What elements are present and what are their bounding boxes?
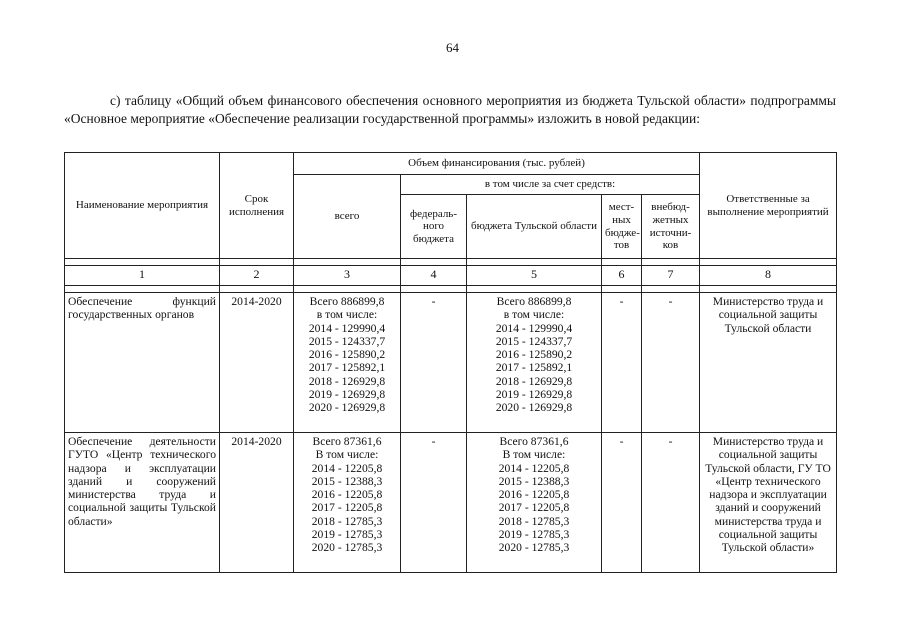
activity-term: 2014-2020 (220, 433, 294, 573)
amount-line: 2017 - 12205,8 (311, 501, 383, 515)
amount-line: 2014 - 129990,4 (495, 321, 573, 335)
column-number: 7 (642, 266, 700, 286)
amount-line: 2019 - 126929,8 (308, 388, 386, 402)
amount-line: в том числе: (503, 308, 565, 322)
header-funding: Объем финансирования (тыс. рублей) (294, 153, 700, 175)
column-number: 8 (700, 266, 837, 286)
local-amount: - (602, 293, 642, 433)
amount-line: 2016 - 12205,8 (311, 488, 383, 502)
header-term: Срок исполнения (220, 153, 294, 259)
responsible-body: Министерство труда и социальной защиты Тульской области, ГУ ТО «Центр технического надзора и эксплуатации зданий и сооружений министерства труда и социальной защиты Тульской области» (700, 433, 837, 573)
table-row (65, 293, 837, 433)
amount-line: 2018 - 12785,3 (498, 514, 570, 528)
amount-line: 2015 - 12388,3 (498, 474, 570, 488)
intro-paragraph (64, 92, 836, 128)
amount-line: 2017 - 125892,1 (308, 361, 386, 375)
extra-amount: - (642, 293, 700, 433)
column-number: 3 (294, 266, 401, 286)
intro-text: с) таблицу «Общий объем финансового обеспечения основного мероприятия из бюджета Тульской области» подпрограммы «Основное мероприятие «Обеспечение реализации государственной программы» изложить в новой редакции: (64, 93, 836, 126)
amount-line: 2016 - 12205,8 (498, 488, 570, 502)
column-number-row (65, 266, 837, 286)
table-row (65, 433, 837, 573)
amount-line: Всего 886899,8 (309, 295, 385, 308)
amount-line: 2019 - 12785,3 (311, 528, 383, 542)
header-regional: бюджета Тульской области (467, 195, 602, 259)
header-extra: внебюд-жетных источни-ков (642, 195, 700, 259)
number-gap (65, 286, 837, 293)
header-gap (65, 259, 837, 266)
responsible-body: Министерство труда и социальной защиты Тульской области (700, 293, 837, 433)
federal-amount: - (401, 433, 467, 573)
amount-line: 2019 - 126929,8 (495, 388, 573, 402)
amount-line: 2015 - 124337,7 (308, 334, 386, 348)
amount-line: в том числе: (316, 308, 378, 322)
amount-line: 2018 - 12785,3 (311, 514, 383, 528)
activity-term: 2014-2020 (220, 293, 294, 433)
amount-line: 2020 - 126929,8 (308, 401, 386, 415)
financing-table (64, 152, 837, 573)
amount-line: 2020 - 12785,3 (311, 541, 383, 555)
extra-amount: - (642, 433, 700, 573)
amount-line: 2020 - 12785,3 (498, 541, 570, 555)
header-name: Наименование мероприятия (65, 153, 220, 259)
total-amount-cell (294, 433, 401, 573)
amount-line: 2016 - 125890,2 (308, 348, 386, 362)
local-amount: - (602, 433, 642, 573)
amount-line: В том числе: (315, 448, 379, 462)
amount-line: Всего 87361,6 (499, 435, 569, 448)
header-responsible: Ответственные за выполнение мероприятий (700, 153, 837, 259)
page-number: 64 (446, 40, 459, 55)
amount-line: Всего 886899,8 (496, 295, 572, 308)
amount-line: 2015 - 124337,7 (495, 334, 573, 348)
regional-amount-cell (467, 433, 602, 573)
column-number: 5 (467, 266, 602, 286)
amount-line: 2018 - 126929,8 (495, 374, 573, 388)
column-number: 4 (401, 266, 467, 286)
header-local: мест-ных бюдже-тов (602, 195, 642, 259)
amount-line: 2020 - 126929,8 (495, 401, 573, 415)
amount-line: В том числе: (502, 448, 566, 462)
amount-line: 2017 - 125892,1 (495, 361, 573, 375)
activity-name: Обеспечение деятельности ГУТО «Центр технического надзора и эксплуатации зданий и сооружений министерства труда и социальной защиты Тульской области» (65, 433, 220, 573)
header-federal: федераль-ного бюджета (401, 195, 467, 259)
regional-amount-cell (467, 293, 602, 433)
header-including: в том числе за счет средств: (401, 175, 700, 195)
amount-line: 2017 - 12205,8 (498, 501, 570, 515)
column-number: 1 (65, 266, 220, 286)
amount-line: 2014 - 12205,8 (498, 461, 570, 475)
total-amount-cell (294, 293, 401, 433)
amount-line: Всего 87361,6 (312, 435, 382, 448)
amount-line: 2015 - 12388,3 (311, 474, 383, 488)
activity-name: Обеспечение функций государственных органов (65, 293, 220, 433)
amount-line: 2019 - 12785,3 (498, 528, 570, 542)
column-number: 6 (602, 266, 642, 286)
amount-line: 2016 - 125890,2 (495, 348, 573, 362)
amount-line: 2014 - 12205,8 (311, 461, 383, 475)
amount-line: 2014 - 129990,4 (308, 321, 386, 335)
header-total: всего (294, 175, 401, 259)
column-number: 2 (220, 266, 294, 286)
amount-line: 2018 - 126929,8 (308, 374, 386, 388)
federal-amount: - (401, 293, 467, 433)
